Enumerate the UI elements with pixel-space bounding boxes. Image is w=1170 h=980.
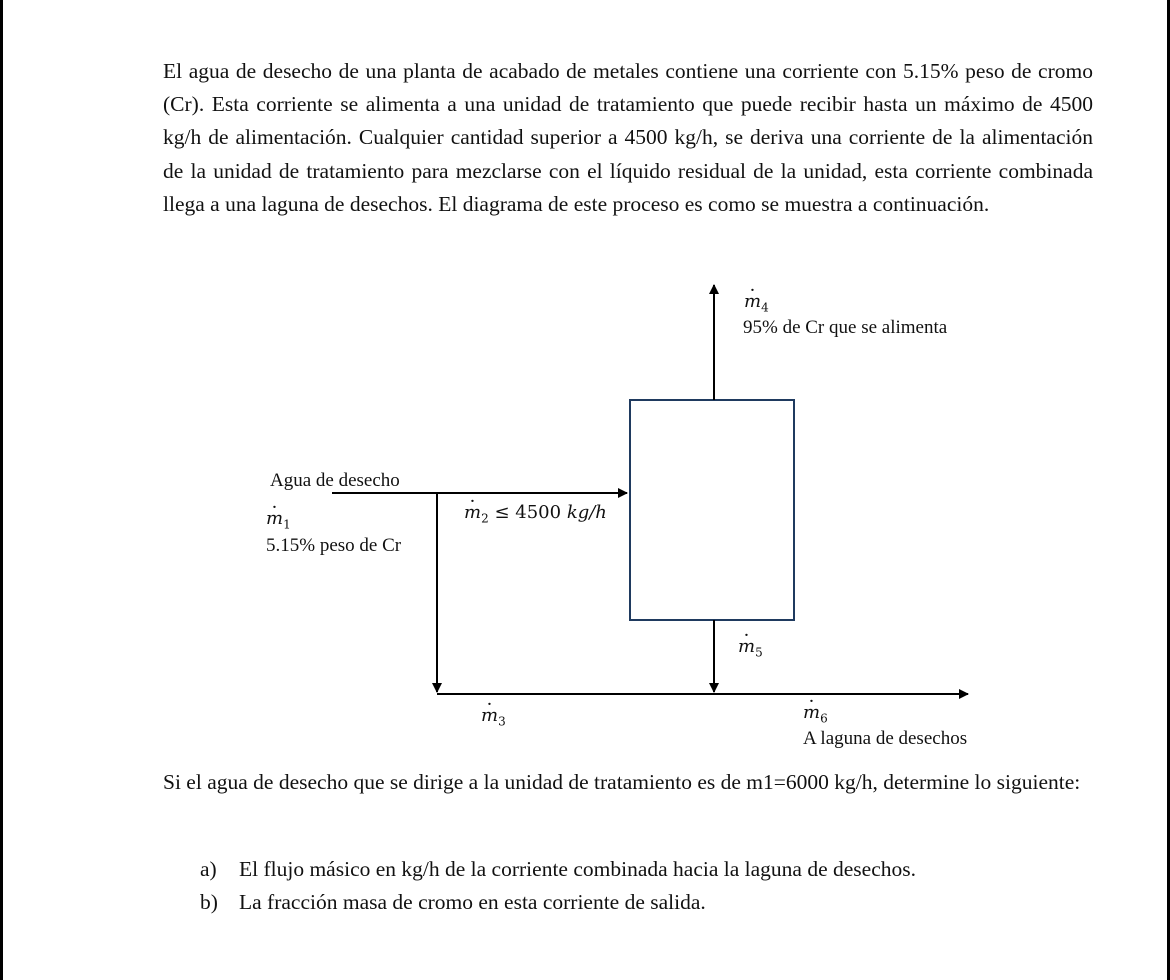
- list-marker: a): [200, 857, 217, 881]
- task-text: La fracción masa de cromo en esta corriente de salida.: [239, 890, 706, 915]
- m2-label: · $m_2 \le 4500$ kg/h: [464, 502, 607, 530]
- list-item: [200, 886, 916, 919]
- list-marker: b): [200, 890, 218, 915]
- task-list: [200, 853, 916, 919]
- question-prompt: Si el agua de desecho que se dirige a la unidad de tratamiento es de m1=6000 kg/h, determine lo siguiente:: [163, 770, 1081, 794]
- list-item: [200, 853, 916, 886]
- m1-label: · $m_1$: [266, 508, 291, 536]
- m4-description: 95% de Cr que se alimenta: [743, 317, 948, 338]
- m4-label: · $m_4$: [744, 291, 769, 319]
- m3-label: · $m_3$: [481, 705, 506, 733]
- m5-label: · $m_5$: [738, 636, 763, 664]
- feed-label: Agua de desecho: [270, 470, 400, 491]
- treatment-unit-box: [630, 400, 794, 620]
- m6-destination: A laguna de desechos: [803, 728, 968, 749]
- m6-label: · $m_6$: [803, 702, 828, 730]
- task-text: El flujo másico en kg/h de la corriente combinada hacia la laguna de desechos.: [239, 857, 916, 881]
- feed-composition: 5.15% peso de Cr: [266, 535, 402, 556]
- problem-statement: El agua de desecho de una planta de acabado de metales contiene una corriente con 5.15% peso de cromo (Cr). Esta corriente se alimenta a una unidad de tratamiento que puede recibir hasta un máximo de 4500 kg/h de alimentación. Cualquier cantidad superior a 4500 kg/h, se deriva una corriente de la alimentación de la unidad de tratamiento para mezclarse con el líquido residual de la unidad, esta corriente combinada llega a una laguna de desechos. El diagrama de este proceso es como se muestra a continuación.: [163, 59, 1093, 216]
